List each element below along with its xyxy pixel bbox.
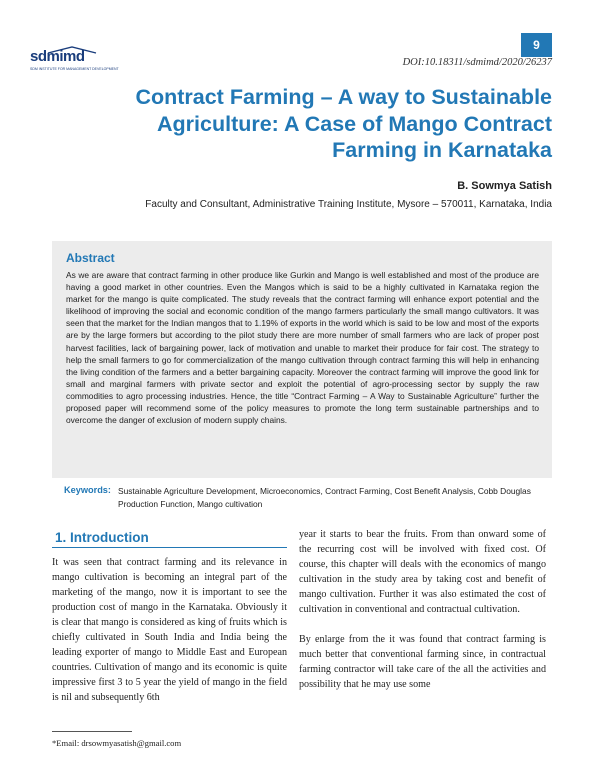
author-affiliation: Faculty and Consultant, Administrative Training Institute, Mysore – 570011, Karnataka, India xyxy=(145,199,552,210)
body-paragraph: By enlarge from the it was found that contract farming is much better that conventional farming since, in contractual farming contractor will take care of the all the activities and possibility that he may use some xyxy=(299,634,546,690)
author-name: B. Sowmya Satish xyxy=(457,180,552,192)
logo-subtitle: SDM INSTITUTE FOR MANAGEMENT DEVELOPMENT xyxy=(30,67,119,71)
keywords-text: Sustainable Agriculture Development, Microeconomics, Contract Farming, Cost Benefit Analysis, Cobb Douglas Production Function, Mango cultivation xyxy=(118,486,531,509)
abstract-heading: Abstract xyxy=(66,251,115,265)
footnote-email: *Email: drsowmyasatish@gmail.com xyxy=(52,738,182,748)
body-column-right xyxy=(299,527,546,692)
body-paragraph: year it starts to bear the fruits. From than onward some of the recurring cost will be involved with fixed cost. Of course, this chapter will deals with the economics of mango cultivation in the study area by taking cost and benefit of mango cultivation. Further it was also estimated the cost of cultivation in conventional and contractual cultivation. xyxy=(299,529,546,615)
doi: DOI:10.18311/sdmimd/2020/26237 xyxy=(402,57,552,68)
introduction-heading: 1. Introduction xyxy=(55,530,149,545)
logo-text: sdmimd xyxy=(30,48,85,65)
article-title: Contract Farming – A way to Sustainable Agriculture: A Case of Mango Contract Farming in Karnataka xyxy=(135,85,552,162)
keywords-label: Keywords: xyxy=(64,485,111,495)
footnote-rule xyxy=(52,731,132,732)
heading-rule xyxy=(52,547,287,548)
page-number-badge: 9 xyxy=(521,33,552,57)
abstract-text: As we are aware that contract farming in other produce like Gurkin and Mango is well established and most of the produce are having a good market in other countries. Even the Mangos which is said to be a highly cultivated in Karnataka region the market for the mango is quite complicated. The study reveals that the contract farming will enhance export potential and the likelihood of improving the social and economic condition of the mango farmers particularly the small mango cultivators. It was seen that the market for the Indian mangos that to 1.19% of exports in the world which is said to be low and most of the exports are by the large formers but according to the pilot study there are more number of small farmers who are lack of proper post harvest facilities, lack of bargaining power, lack of motivation and unable to market their produce for fair cost. The strategy to help the small farmers to go for commercialization of the mango cultivation through contract farming this will help in enhancing the living condition of the farmers and a better bargaining capacity. Moreover the contract farming will improve the good link for small and marginal farmers with private sector and exploit the potential of agro-processing sector by supply the raw commodities to agro processing industries. Hence, the title “Contract Farming – A Way to Sustainable Agriculture” further the proposed paper will recommend some of the policy measures to promote the long term sustainable partnerships and to overcome the danger of exclusion of modern supply chains. xyxy=(66,270,539,426)
body-column-left: It was seen that contract farming and its relevance in mango cultivation is becoming an integral part of the marketing of the mango, now it is important to see the production cost of mango in the Karnataka. Obviously it is clear that mango is considered as king of fruits which is chiefly cultivated in South India and India being the leading exporter of mango to Middle East and European countries. Cultivation of mango and its economic is quite impressive first 3 to 5 year the yield of mango in the field is nil and subsequently 6th xyxy=(52,557,287,703)
